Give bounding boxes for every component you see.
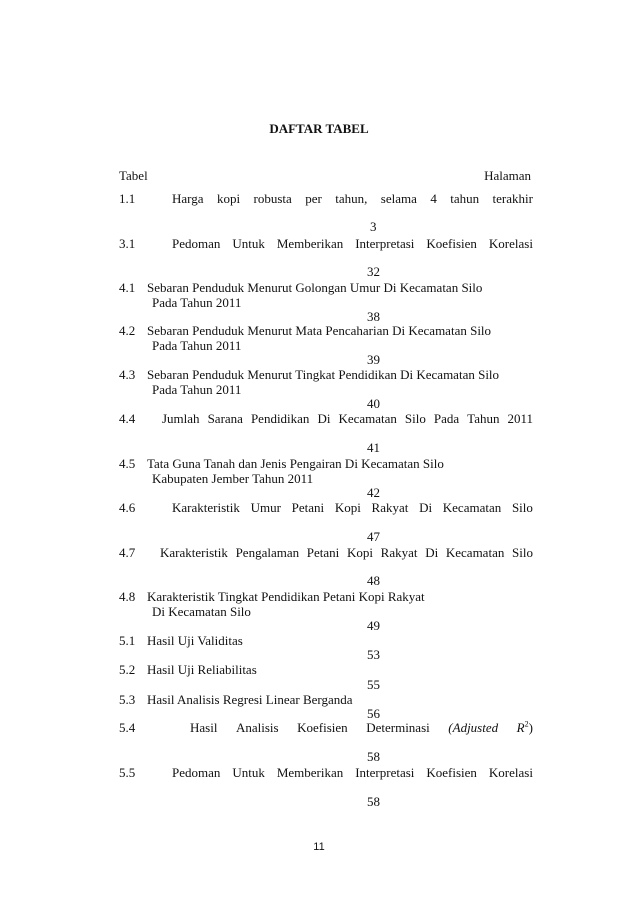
entry-page: 32 (367, 264, 380, 279)
entry-page: 41 (367, 440, 380, 455)
entry-page: 53 (367, 647, 380, 662)
entry-title: Tata Guna Tanah dan Jenis Pengairan Di Kecamatan Silo (147, 456, 444, 471)
column-header-page: Halaman (484, 168, 531, 183)
entry-page: 42 (367, 485, 380, 500)
entry-number: 5.5 (119, 765, 136, 780)
entry-page: 49 (367, 618, 380, 633)
entry-page: 56 (367, 706, 380, 721)
entry-title: Hasil Uji Validitas (147, 633, 243, 648)
entry-title: Hasil Uji Reliabilitas (147, 662, 257, 677)
entry-title-continuation: Kabupaten Jember Tahun 2011 (152, 471, 314, 486)
entry-title-continuation: Pada Tahun 2011 (152, 382, 242, 397)
entry-title: Karakteristik Umur Petani Kopi Rakyat Di Kecamatan Silo (172, 500, 533, 515)
entry-title: Karakteristik Tingkat Pendidikan Petani Kopi Rakyat (147, 589, 425, 604)
entry-number: 4.7 (119, 545, 136, 560)
entry-number: 4.1 (119, 280, 136, 295)
entry-number: 4.4 (119, 411, 136, 426)
entry-title: Karakteristik Pengalaman Petani Kopi Rakyat Di Kecamatan Silo (160, 545, 533, 560)
entry-title: Jumlah Sarana Pendidikan Di Kecamatan Silo Pada Tahun 2011 (162, 411, 533, 426)
entry-page: 58 (367, 749, 380, 764)
entry-page: 38 (367, 309, 380, 324)
footer-page-number: 11 (313, 841, 325, 853)
entry-page: 48 (367, 573, 380, 588)
entry-page: 3 (370, 219, 377, 234)
entry-page: 47 (367, 529, 380, 544)
entry-number: 5.1 (119, 633, 136, 648)
column-header-table: Tabel (119, 168, 148, 183)
entry-title-continuation: Pada Tahun 2011 (152, 295, 242, 310)
page-title: DAFTAR TABEL (269, 121, 369, 136)
entry-number: 4.3 (119, 367, 136, 382)
entry-page: 55 (367, 677, 380, 692)
entry-page: 40 (367, 396, 380, 411)
entry-title: Pedoman Untuk Memberikan Interpretasi Koefisien Korelasi (172, 236, 533, 251)
entry-title: Sebaran Penduduk Menurut Tingkat Pendidikan Di Kecamatan Silo (147, 367, 500, 382)
entry-title: Sebaran Penduduk Menurut Mata Pencaharian Di Kecamatan Silo (147, 323, 492, 338)
entry-number: 4.6 (119, 500, 136, 515)
entry-number: 1.1 (119, 191, 136, 206)
entry-title-continuation: Di Kecamatan Silo (152, 604, 251, 619)
entry-title: Harga kopi robusta per tahun, selama 4 tahun terakhir (172, 191, 533, 206)
entry-title-continuation: Pada Tahun 2011 (152, 338, 242, 353)
entry-title: Sebaran Penduduk Menurut Golongan Umur Di Kecamatan Silo (147, 280, 483, 295)
entry-page: 58 (367, 794, 380, 809)
entry-number: 4.5 (119, 456, 136, 471)
entry-title: Hasil Analisis Regresi Linear Berganda (147, 692, 353, 707)
entry-number: 4.2 (119, 323, 136, 338)
entry-title: Pedoman Untuk Memberikan Interpretasi Koefisien Korelasi (172, 765, 533, 780)
entry-number: 4.8 (119, 589, 136, 604)
entry-number: 5.4 (119, 720, 136, 735)
entry-number: 5.2 (119, 662, 136, 677)
entry-page: 39 (367, 352, 380, 367)
entry-title: Hasil Analisis Koefisien Determinasi (Adjusted $R^2$) (190, 719, 533, 735)
entry-number: 3.1 (119, 236, 136, 251)
entry-number: 5.3 (119, 692, 136, 707)
